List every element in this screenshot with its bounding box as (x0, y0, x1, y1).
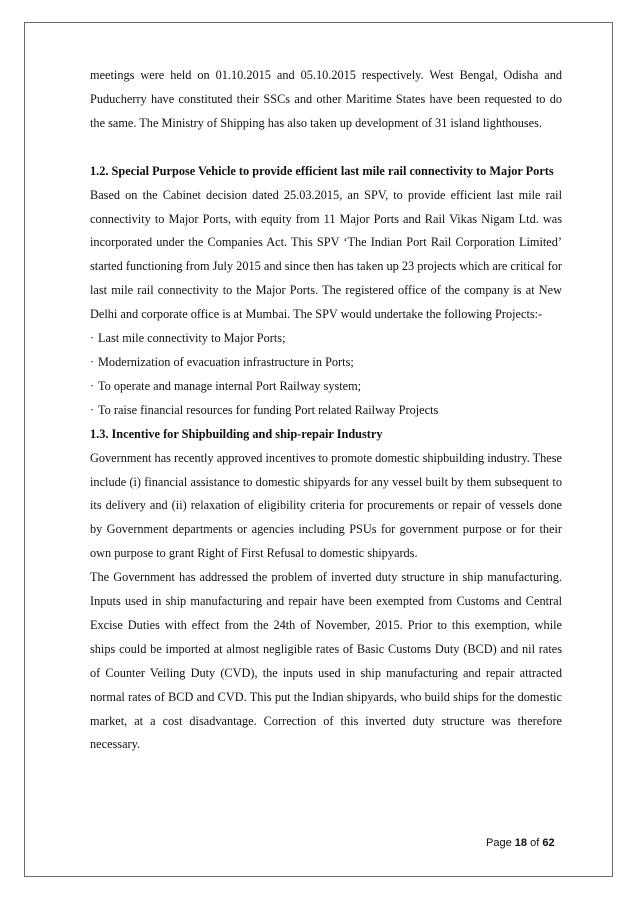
list-item (90, 375, 562, 399)
list-item-text: To operate and manage internal Port Railway system; (98, 378, 362, 393)
section-heading-1-3: 1.3. Incentive for Shipbuilding and ship-repair Industry (90, 426, 383, 441)
list-item-text: Modernization of evacuation infrastructure in Ports; (98, 354, 354, 369)
list-item (90, 351, 562, 375)
list-item-text: To raise financial resources for funding Port related Railway Projects (98, 402, 439, 417)
paragraph-spv: Based on the Cabinet decision dated 25.03.2015, an SPV, to provide efficient last mile rail connectivity to Major Ports, with equity from 11 Major Ports and Rail Vikas Nigam Ltd. was incorporated under the Companies Act. This SPV ‘The Indian Port Rail Corporation Limited’ started functioning from July 2015 and since then has taken up 23 projects which are critical for last mile rail connectivity to the Major Ports. The registered office of the company is at New Delhi and corporate office is at Mumbai. The SPV would undertake the following Projects:- (90, 187, 562, 322)
bullet-marker: · (90, 378, 95, 393)
paragraph-inverted-duty: The Government has addressed the problem of inverted duty structure in ship manufacturing. Inputs used in ship manufacturing and repair have been exempted from Customs and Central Excise Duties with effect from the 24th of November, 2015. Prior to this exemption, while ships could be imported at almost negligible rates of Basic Customs Duty (BCD) and nil rates of Counter Veiling Duty (CVD), the inputs used in ship manufacturing and repair attracted normal rates of BCD and CVD. This put the Indian shipyards, who build ships for the domestic market, at a cost disadvantage. Correction of this inverted duty structure was therefore necessary. (90, 570, 562, 752)
list-item (90, 327, 562, 351)
bullet-marker: · (90, 402, 95, 417)
page-footer (486, 837, 555, 849)
section-heading-1-2: 1.2. Special Purpose Vehicle to provide efficient last mile rail connectivity to Major Ports (90, 163, 554, 178)
paragraph-lighthouses: meetings were held on 01.10.2015 and 05.10.2015 respectively. West Bengal, Odisha and Puducherry have constituted their SSCs and other Maritime States have been requested to do the same. The Ministry of Shipping has also taken up development of 31 island lighthouses. (90, 68, 562, 130)
bullet-marker: · (90, 354, 95, 369)
page-total: 62 (542, 837, 555, 849)
page-of-label: of (530, 837, 540, 849)
page-label: Page (486, 837, 512, 849)
document-body (90, 64, 562, 757)
page-number: 18 (514, 837, 528, 849)
bullet-marker: · (90, 331, 95, 346)
spacer (90, 136, 562, 160)
list-item-text: Last mile connectivity to Major Ports; (98, 331, 286, 346)
paragraph-incentives: Government has recently approved incentives to promote domestic shipbuilding industry. These include (i) financial assistance to domestic shipyards for any vessel built by them subsequent to its delivery and (ii) relaxation of eligibility criteria for procurements or repair of vessels done by Government departments or agencies including PSUs for government purpose or for their own purpose to grant Right of First Refusal to domestic shipyards. (90, 450, 562, 561)
list-item (90, 399, 562, 423)
